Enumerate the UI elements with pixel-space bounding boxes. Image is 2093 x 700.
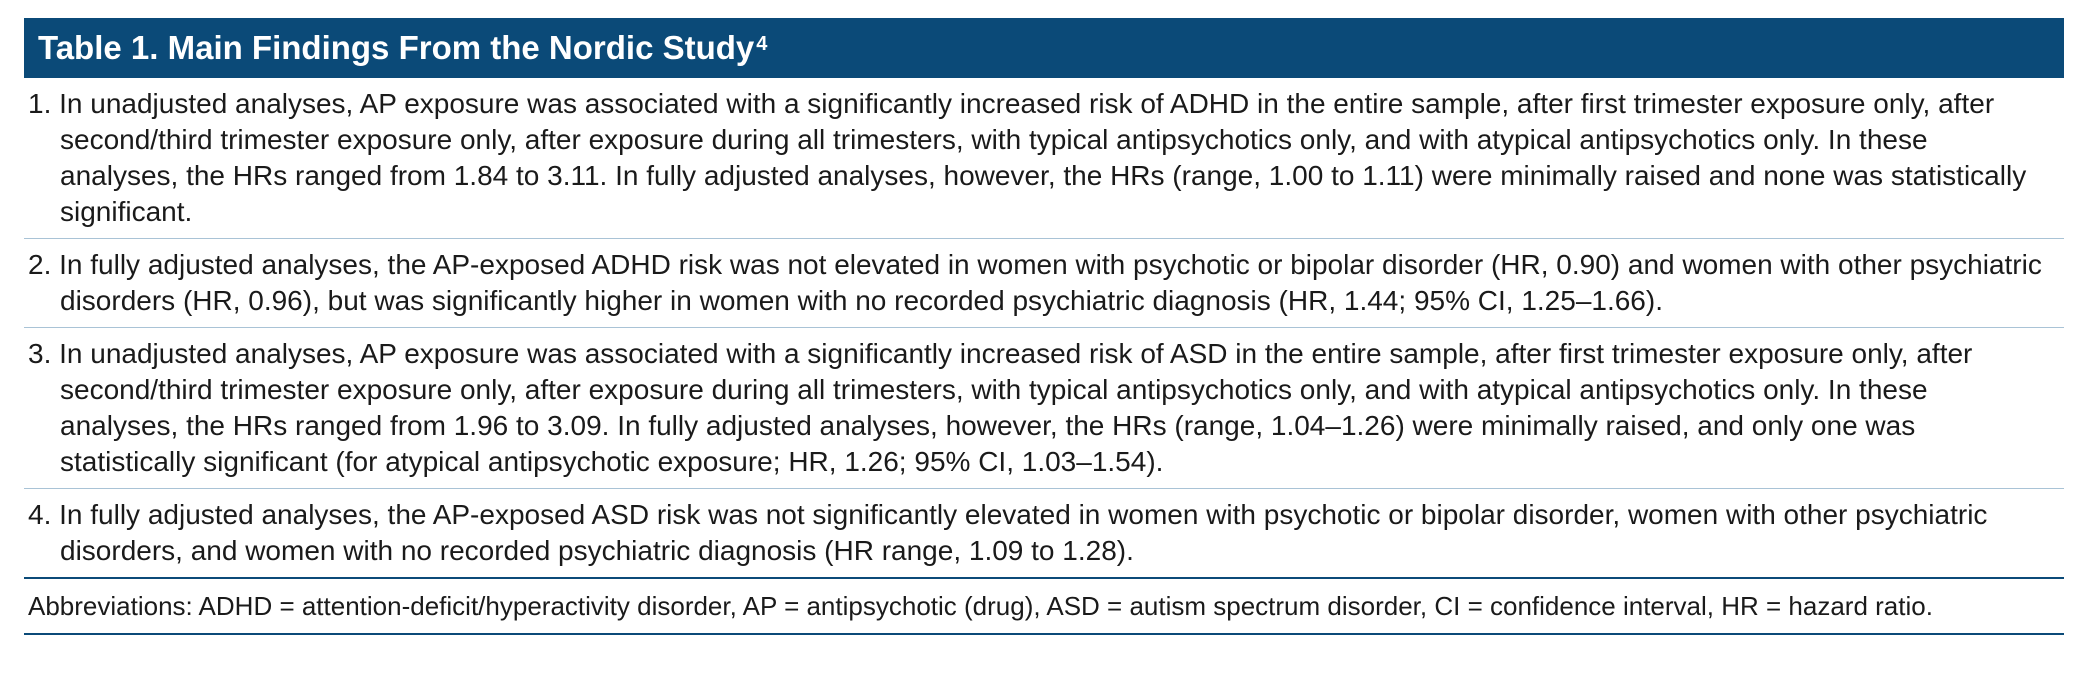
abbreviations-text: Abbreviations: ADHD = attention-deficit/hyperactivity disorder, AP = antipsychotic (drug), ASD = autism spectrum disorder, CI = confidence interval, HR = hazard ratio. <box>28 591 1933 621</box>
finding-text: 3. In unadjusted analyses, AP exposure was associated with a significantly increased risk of ASD in the entire sample, after first trimester exposure only, after second/third trimester exposure only, after exposure during all trimesters, with typical antipsychotics only, and with atypical antipsychotics only. In these analyses, the HRs ranged from 1.96 to 3.09. In fully adjusted analyses, however, the HRs (range, 1.04–1.26) were minimally raised, and only one was statistically significant (for atypical antipsychotic exposure; HR, 1.26; 95% CI, 1.03–1.54). <box>28 338 1973 477</box>
finding-text: 4. In fully adjusted analyses, the AP-exposed ASD risk was not significantly elevated in women with psychotic or bipolar disorder, women with other psychiatric disorders, and women with no recorded psychiatric diagnosis (HR range, 1.09 to 1.28). <box>28 499 1988 566</box>
finding-row-3 <box>24 328 2064 489</box>
finding-row-2 <box>24 239 2064 328</box>
findings-table <box>24 18 2064 635</box>
finding-row-1 <box>24 78 2064 239</box>
finding-row-4 <box>24 489 2064 579</box>
title-reference: 4 <box>756 32 768 55</box>
table-title: Table 1. Main Findings From the Nordic Study <box>38 29 755 66</box>
abbreviations-footnote <box>24 579 2064 635</box>
table-title-bar <box>24 18 2064 78</box>
finding-text: 1. In unadjusted analyses, AP exposure was associated with a significantly increased risk of ADHD in the entire sample, after first trimester exposure only, after second/third trimester exposure only, after exposure during all trimesters, with typical antipsychotics only, and with atypical antipsychotics only. In these analyses, the HRs ranged from 1.84 to 3.11. In fully adjusted analyses, however, the HRs (range, 1.00 to 1.11) were minimally raised and none was statistically significant. <box>28 88 2027 227</box>
finding-text: 2. In fully adjusted analyses, the AP-exposed ADHD risk was not elevated in women with psychotic or bipolar disorder (HR, 0.90) and women with other psychiatric disorders (HR, 0.96), but was significantly higher in women with no recorded psychiatric diagnosis (HR, 1.44; 95% CI, 1.25–1.66). <box>28 249 2042 316</box>
